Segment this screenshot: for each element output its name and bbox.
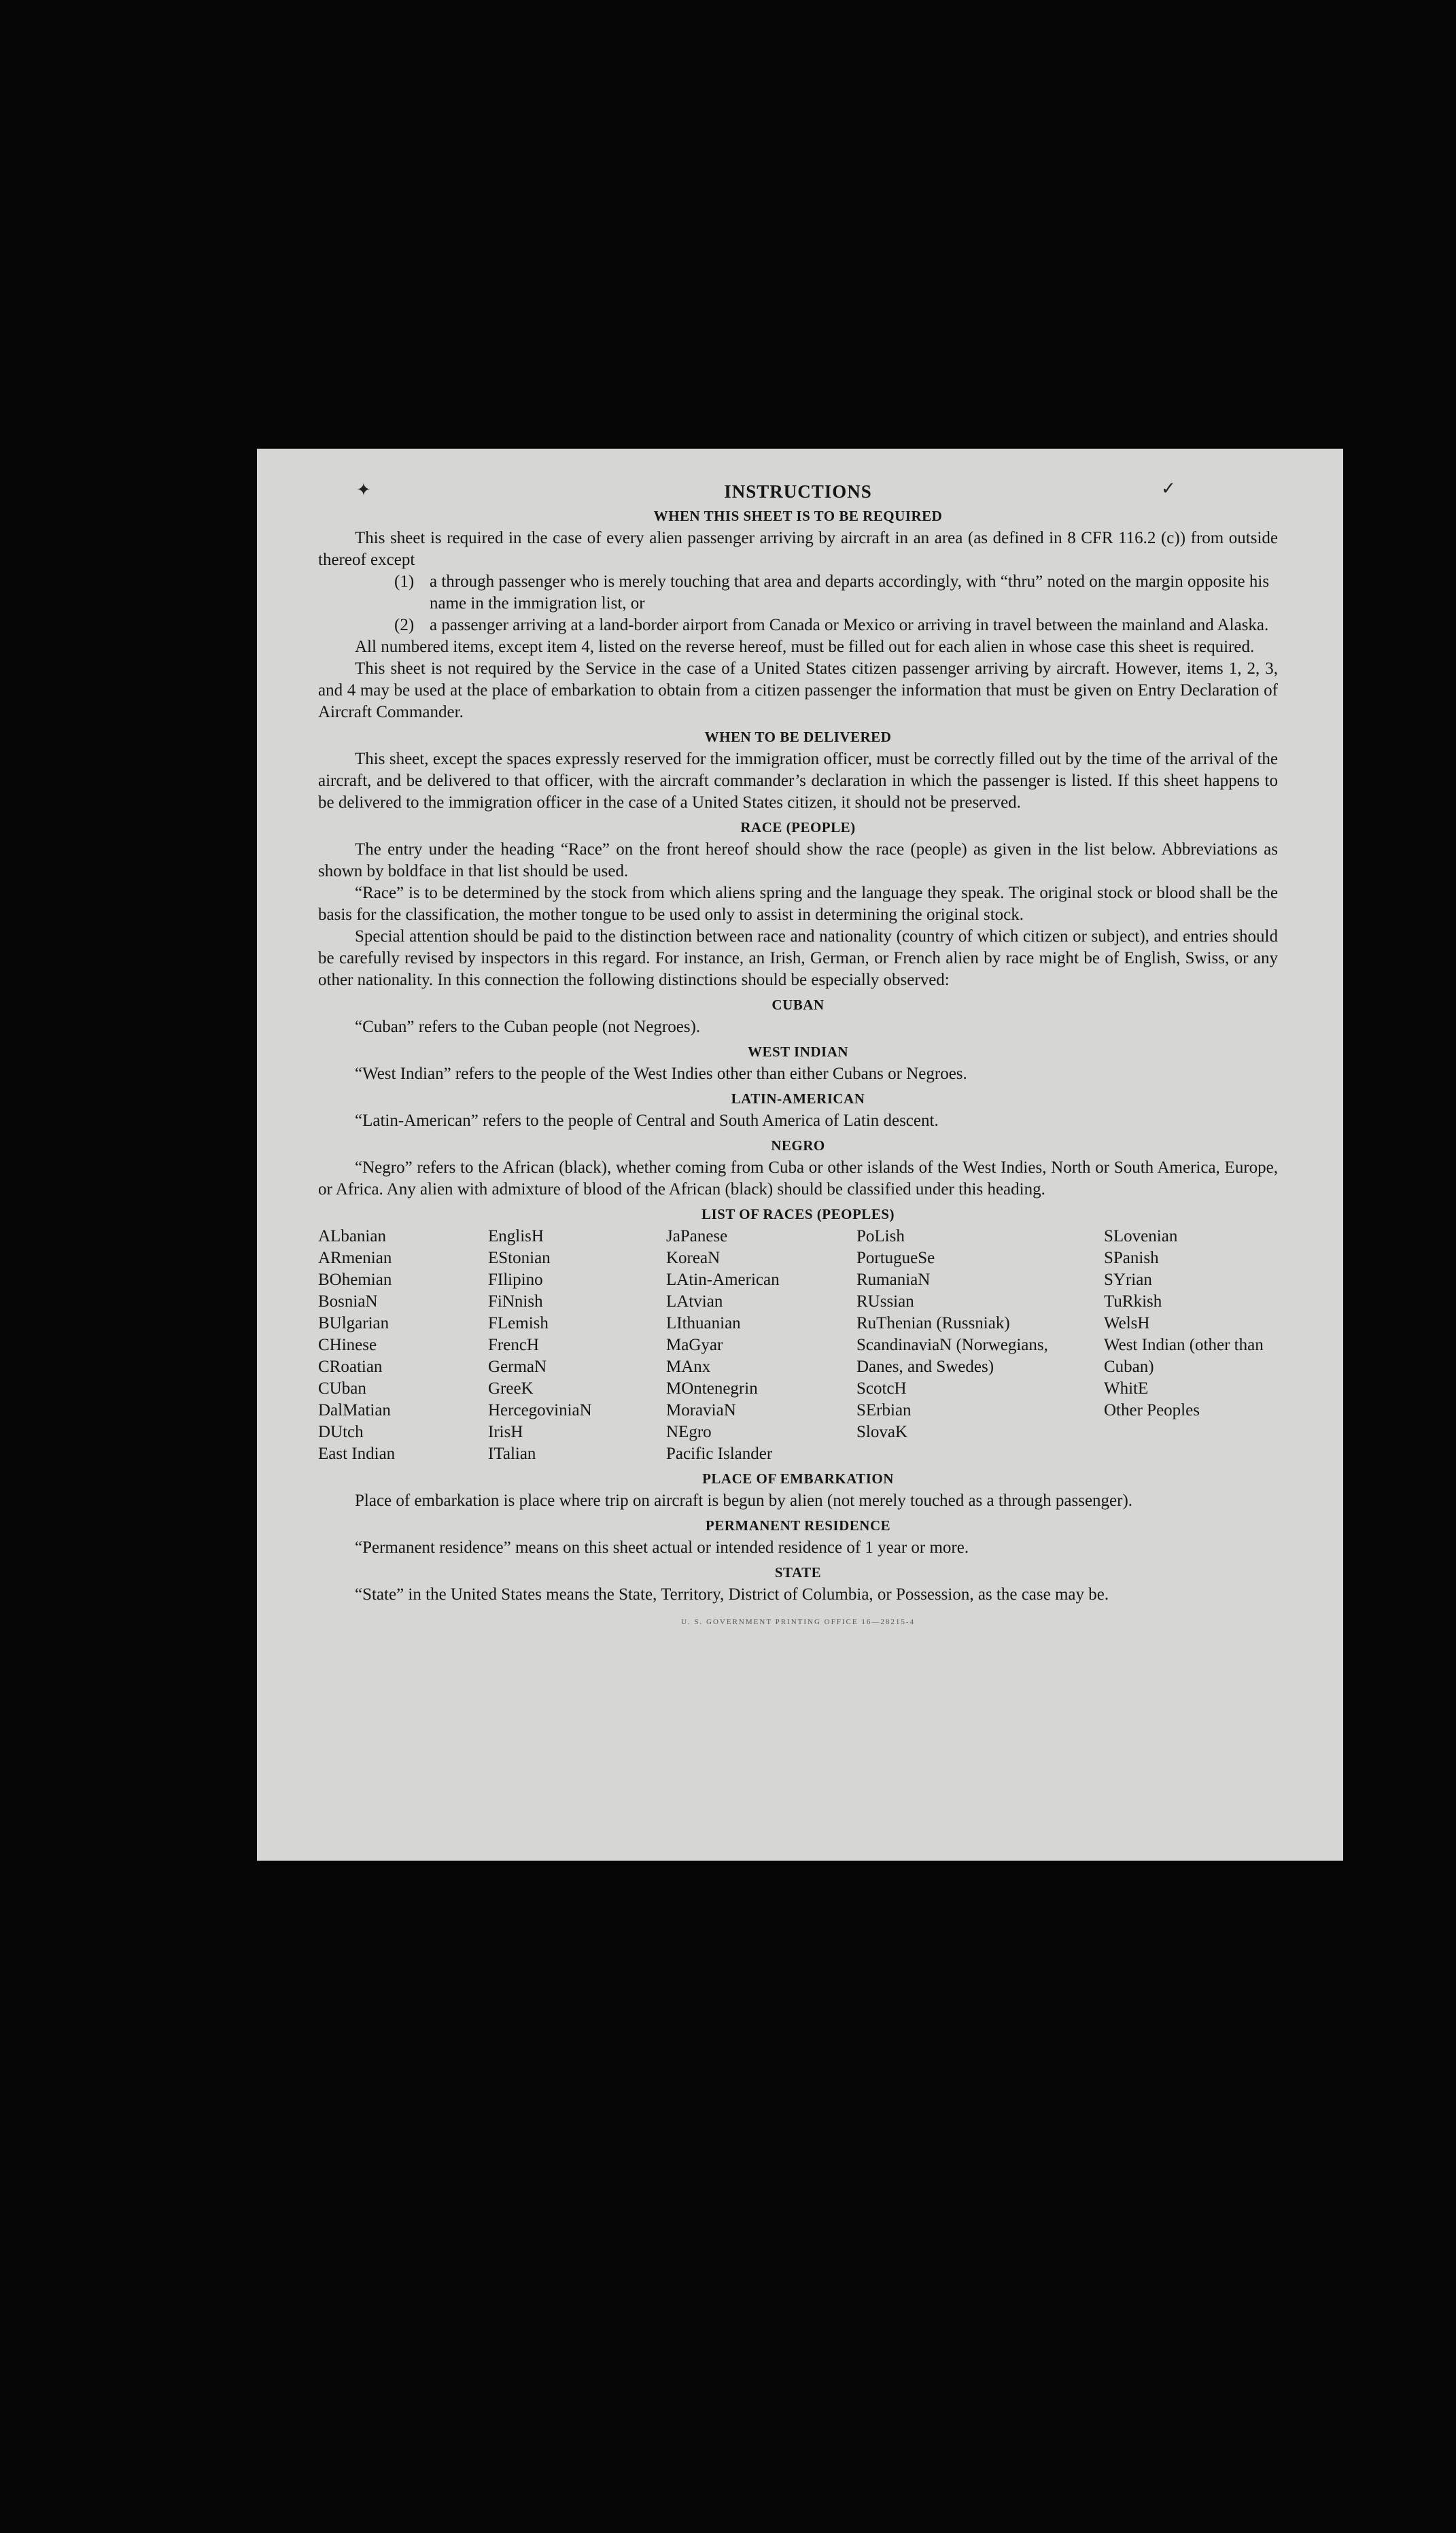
race-entry: GreeK <box>488 1379 534 1398</box>
race-entry: RumaniaN <box>856 1271 931 1289</box>
race-entry: RuThenian (Russniak) <box>856 1314 1010 1332</box>
race-entry: Pacific Islander <box>666 1445 773 1463</box>
race-entry: FIlipino <box>488 1271 543 1289</box>
required-paragraph-3: This sheet is not required by the Service in the case of a United States citizen passenger arriving by aircraft. However, items 1, 2, 3, and 4 may be used at the place of embarkation to obtain from a citizen passenger the information that must be given on Entry Declaration of Aircraft Commander. <box>318 659 1278 721</box>
heading-west-indian: WEST INDIAN <box>747 1044 849 1060</box>
race-entry: CHinese <box>318 1336 377 1354</box>
race-entry: FiNnish <box>488 1292 543 1311</box>
race-entry: TuRkish <box>1104 1292 1162 1311</box>
state-paragraph: “State” in the United States means the State, Territory, District of Columbia, or Possession, as the case may be. <box>355 1585 1109 1604</box>
race-entry: SYrian <box>1104 1271 1152 1289</box>
race-entry: ALbanian <box>318 1227 386 1245</box>
heading-required: WHEN THIS SHEET IS TO BE REQUIRED <box>653 508 943 524</box>
race-entry: PoLish <box>856 1227 905 1245</box>
race-entry: SPanish <box>1104 1249 1159 1267</box>
race-entry: SErbian <box>856 1401 912 1419</box>
race-entry: DalMatian <box>318 1401 391 1419</box>
race-entry: MOntenegrin <box>666 1379 758 1398</box>
required-paragraph-2: All numbered items, except item 4, listed on the reverse hereof, must be filled out for each alien in whose case this sheet is required. <box>355 638 1255 656</box>
embarkation-paragraph: Place of embarkation is place where trip on aircraft is begun by alien (not merely touched as a through passenger). <box>355 1492 1133 1510</box>
race-entry: EnglisH <box>488 1227 544 1245</box>
race-entry: NEgro <box>666 1423 712 1441</box>
race-entry: FLemish <box>488 1314 549 1332</box>
ink-mark-right: ✓ <box>1161 479 1176 498</box>
race-entry: ScandinaviaN (Norwegians, Danes, and Swedes) <box>856 1336 1048 1376</box>
race-paragraph-2: “Race” is to be determined by the stock from which aliens spring and the language they speak. The original stock or blood shall be the basis for the classification, the mother tongue to be used only to assist in determining the original stock. <box>318 884 1278 924</box>
race-entry: DUtch <box>318 1423 364 1441</box>
item-number: (2) <box>394 616 415 634</box>
heading-embarkation: PLACE OF EMBARKATION <box>702 1470 894 1487</box>
race-entry: SLovenian <box>1104 1227 1178 1245</box>
race-entry: CRoatian <box>318 1358 383 1376</box>
heading-delivered: WHEN TO BE DELIVERED <box>704 729 892 745</box>
race-entry: LAtin-American <box>666 1271 780 1289</box>
required-item-1 <box>318 571 1278 615</box>
race-entry: MoraviaN <box>666 1401 736 1419</box>
residence-paragraph: “Permanent residence” means on this sheet actual or intended residence of 1 year or more. <box>355 1538 969 1557</box>
cuban-paragraph: “Cuban” refers to the Cuban people (not Negroes). <box>355 1018 701 1036</box>
races-column-3 <box>666 1226 856 1465</box>
race-entry: EStonian <box>488 1249 551 1267</box>
race-entry: ARmenian <box>318 1249 392 1267</box>
race-entry: PortugueSe <box>856 1249 935 1267</box>
item-text: a through passenger who is merely touching that area and departs accordingly, with “thru” noted on the margin opposite his name in the immigration list, or <box>430 572 1270 613</box>
printer-imprint: U. S. GOVERNMENT PRINTING OFFICE 16—28215-4 <box>680 1618 915 1626</box>
race-entry: LAtvian <box>666 1292 723 1311</box>
race-entry: BOhemian <box>318 1271 392 1289</box>
race-entry: BUlgarian <box>318 1314 389 1332</box>
page-title: INSTRUCTIONS <box>724 481 872 502</box>
races-column-1 <box>318 1226 488 1465</box>
west-indian-paragraph: “West Indian” refers to the people of the West Indies other than either Cubans or Negroes. <box>355 1065 967 1083</box>
race-entry: JaPanese <box>666 1227 728 1245</box>
race-entry: East Indian <box>318 1445 396 1463</box>
heading-races-list: LIST OF RACES (PEOPLES) <box>701 1206 895 1222</box>
heading-latin-american: LATIN-AMERICAN <box>731 1090 865 1107</box>
race-entry: WelsH <box>1104 1314 1150 1332</box>
race-entry: WhitE <box>1104 1379 1149 1398</box>
race-entry: MAnx <box>666 1358 711 1376</box>
race-entry: CUban <box>318 1379 366 1398</box>
races-column-2 <box>488 1226 666 1465</box>
required-item-2 <box>318 615 1278 636</box>
ink-mark-left: ✦ <box>356 480 371 500</box>
item-number: (1) <box>394 572 415 591</box>
heading-race: RACE (PEOPLE) <box>740 819 856 835</box>
race-entry: MaGyar <box>666 1336 723 1354</box>
race-paragraph-3: Special attention should be paid to the distinction between race and nationality (country of which citizen or subject), and entries should be carefully revised by inspectors in this regard. For instance, an Irish, German, or French alien by race might be of English, Swiss, or any other nationality. In this connection the following distinctions should be especially observed: <box>318 927 1278 989</box>
negro-paragraph: “Negro” refers to the African (black), whether coming from Cuba or other islands of the West Indies, North or South America, Europe, or Africa. Any alien with admixture of blood of the African (black) should be classified under this heading. <box>318 1158 1278 1199</box>
heading-state: STATE <box>774 1564 822 1581</box>
race-entry: FrencH <box>488 1336 539 1354</box>
race-entry: SlovaK <box>856 1423 907 1441</box>
heading-residence: PERMANENT RESIDENCE <box>705 1517 891 1534</box>
race-entry: LIthuanian <box>666 1314 741 1332</box>
race-entry: ScotcH <box>856 1379 907 1398</box>
races-list <box>318 1226 1278 1465</box>
race-paragraph-1: The entry under the heading “Race” on the front hereof should show the race (people) as given in the list below. Abbreviations as shown by boldface in that list should be used. <box>318 840 1278 880</box>
races-column-5 <box>1104 1226 1274 1465</box>
race-entry: KoreaN <box>666 1249 721 1267</box>
race-entry: IrisH <box>488 1423 523 1441</box>
race-entry: GermaN <box>488 1358 547 1376</box>
heading-negro: NEGRO <box>771 1137 825 1154</box>
race-entry: West Indian (other than Cuban) <box>1104 1336 1264 1376</box>
instruction-sheet <box>257 449 1343 1861</box>
race-entry: BosniaN <box>318 1292 378 1311</box>
item-text: a passenger arriving at a land-border airport from Canada or Mexico or arriving in travel between the mainland and Alaska. <box>430 616 1269 634</box>
race-entry: Other Peoples <box>1104 1401 1200 1419</box>
race-entry: ITalian <box>488 1445 536 1463</box>
required-paragraph-1: This sheet is required in the case of every alien passenger arriving by aircraft in an area (as defined in 8 CFR 116.2 (c)) from outside thereof except <box>318 529 1278 569</box>
race-entry: RUssian <box>856 1292 914 1311</box>
delivered-paragraph-1: This sheet, except the spaces expressly reserved for the immigration officer, must be correctly filled out by the time of the arrival of the aircraft, and be delivered to that officer, with the aircraft commander’s declaration in which the passenger is listed. If this sheet happens to be delivered to the immigration officer in the case of a United States citizen, it should not be preserved. <box>318 750 1278 812</box>
race-entry: HercegoviniaN <box>488 1401 592 1419</box>
races-column-4 <box>856 1226 1104 1465</box>
latin-american-paragraph: “Latin-American” refers to the people of Central and South America of Latin descent. <box>355 1112 939 1130</box>
heading-cuban: CUBAN <box>772 997 825 1013</box>
